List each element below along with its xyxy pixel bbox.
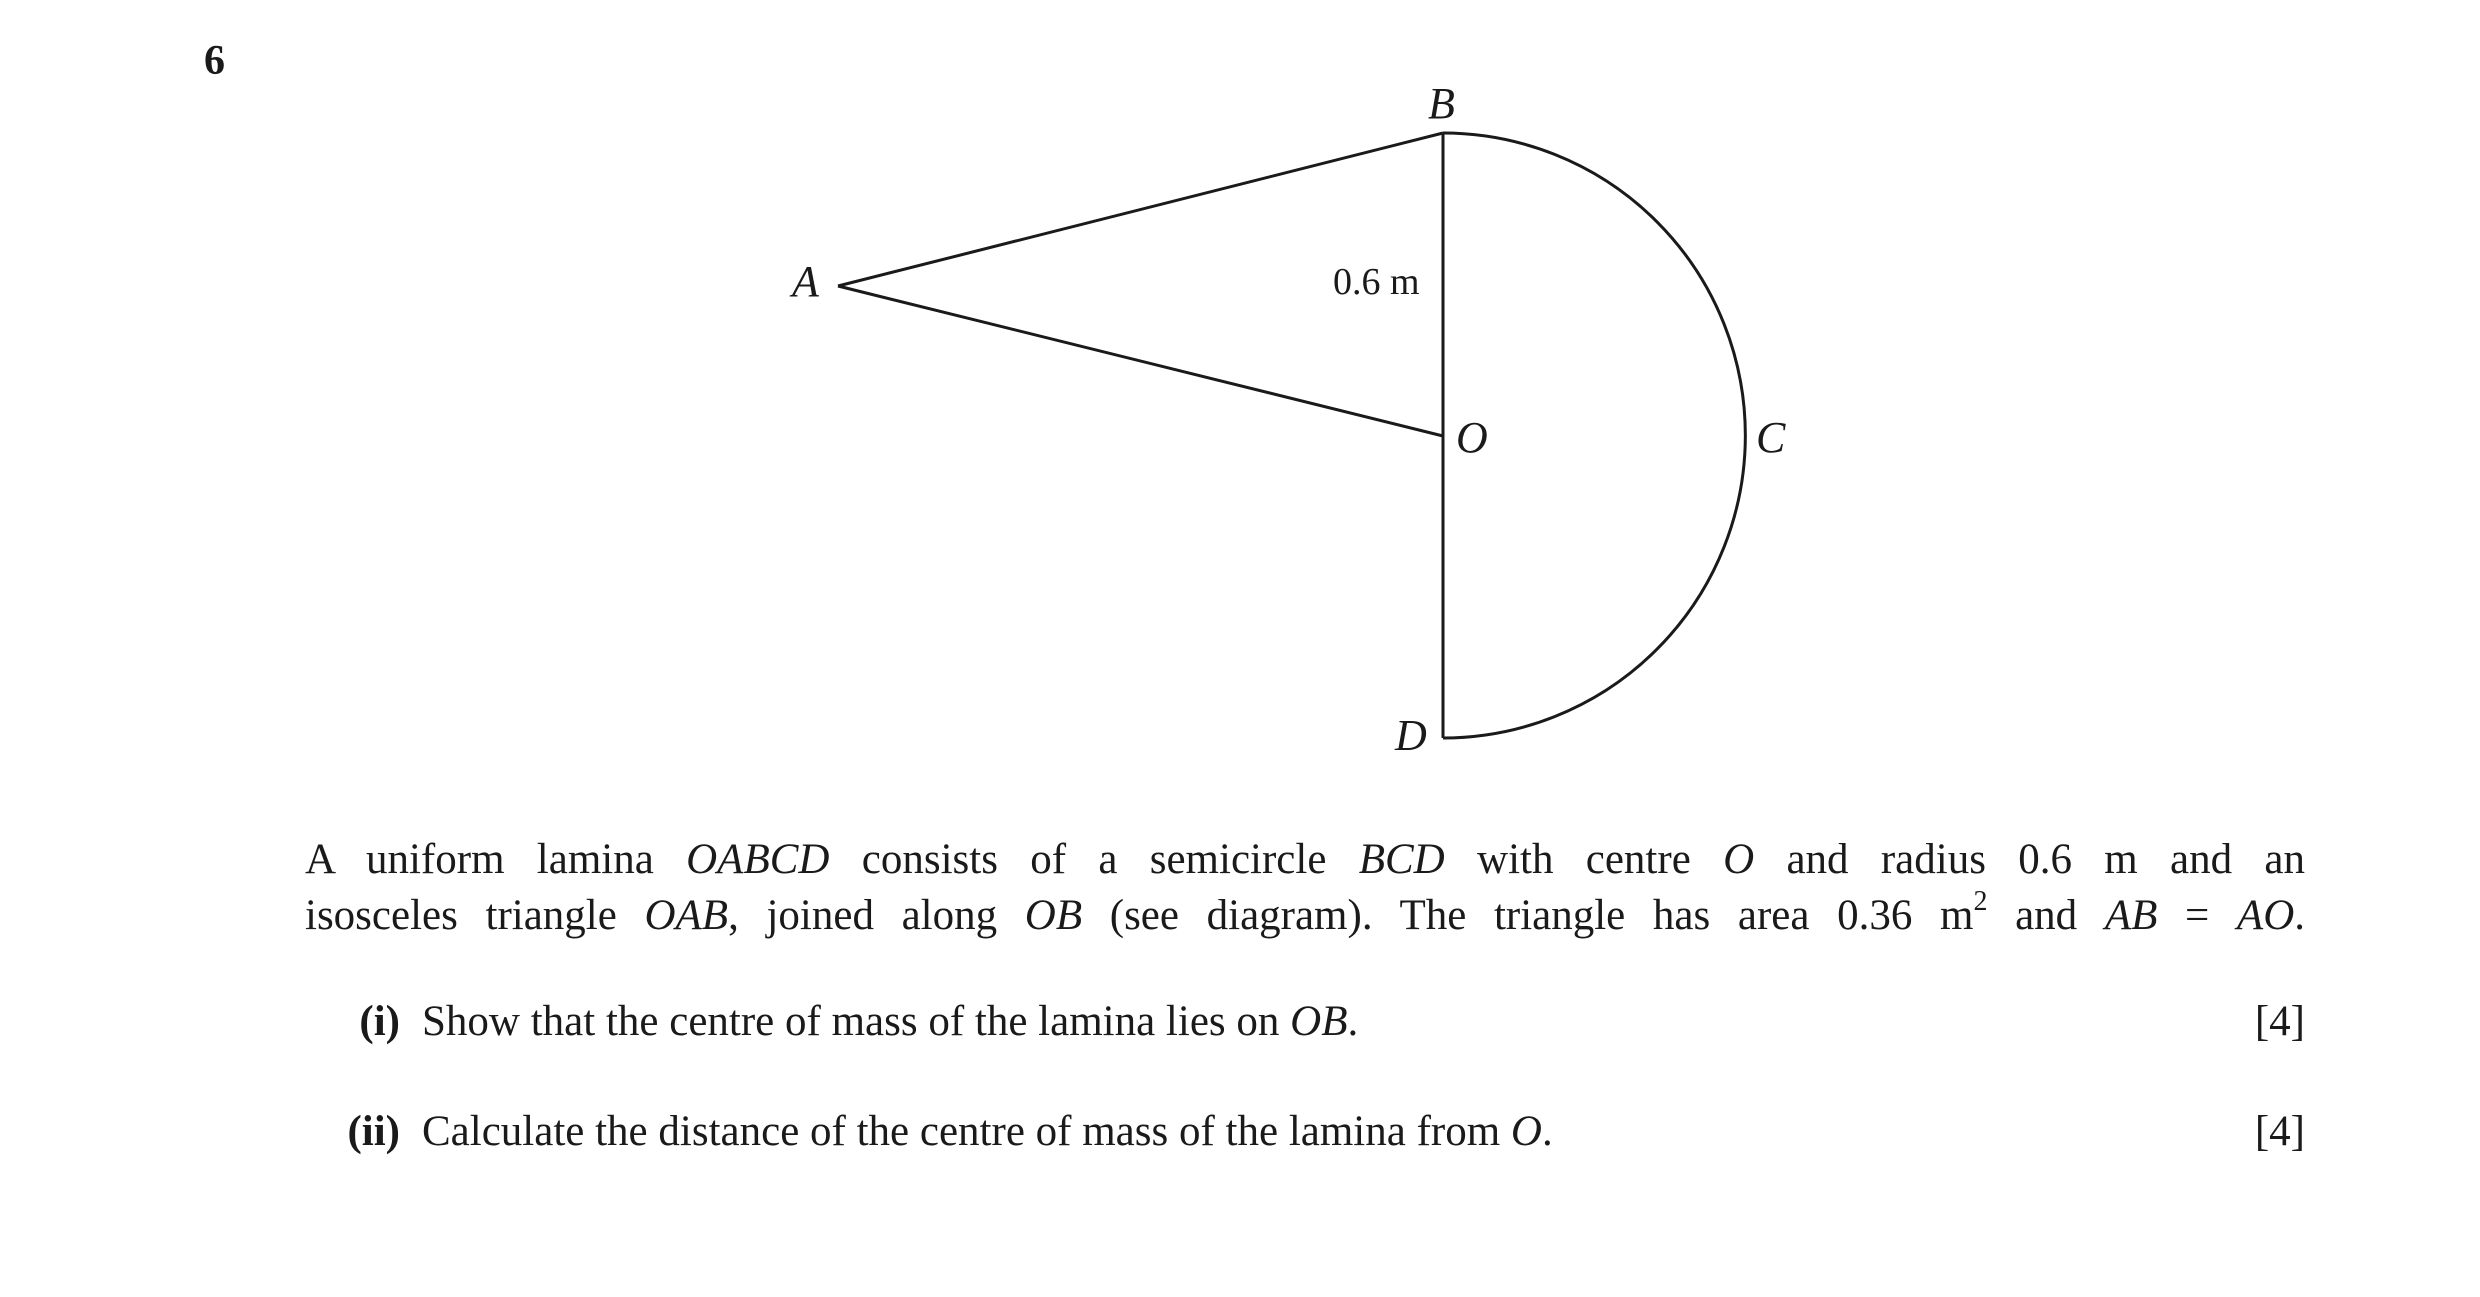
label-o: O	[1456, 413, 1488, 462]
part-text: Show that the centre of mass of the lamina lies on	[422, 998, 1291, 1045]
question-part-ii: (ii) Calculate the distance of the centre of mass of the lamina from O. [4]	[305, 1104, 2305, 1160]
intro-line-2: isosceles triangle OAB, joined along OB (see diagram). The triangle has area 0.36 $m^2$ and AB = AO.	[305, 885, 2305, 939]
marks-badge: [4]	[2254, 998, 2305, 1045]
edge-ao	[838, 286, 1443, 436]
dimension-label: 0.6 m	[1333, 261, 1420, 303]
question-number: 6	[204, 38, 225, 84]
question-part-i: (i) Show that the centre of mass of the lamina lies on OB. [4]	[305, 994, 2305, 1050]
marks-badge: [4]	[2254, 1108, 2305, 1155]
intro-line-1: A uniform lamina OABCD consists of a semicircle BCD with centre O and radius 0.6 m and an	[305, 836, 2305, 883]
part-label: (i)	[359, 998, 400, 1045]
label-d: D	[1395, 711, 1427, 760]
part-text: Calculate the distance of the centre of mass of the lamina from	[422, 1108, 1511, 1155]
label-b: B	[1428, 79, 1455, 128]
semicircle-bcd	[1443, 133, 1745, 738]
label-c: C	[1756, 413, 1786, 462]
part-label: (ii)	[347, 1108, 400, 1155]
label-a: A	[792, 257, 819, 306]
